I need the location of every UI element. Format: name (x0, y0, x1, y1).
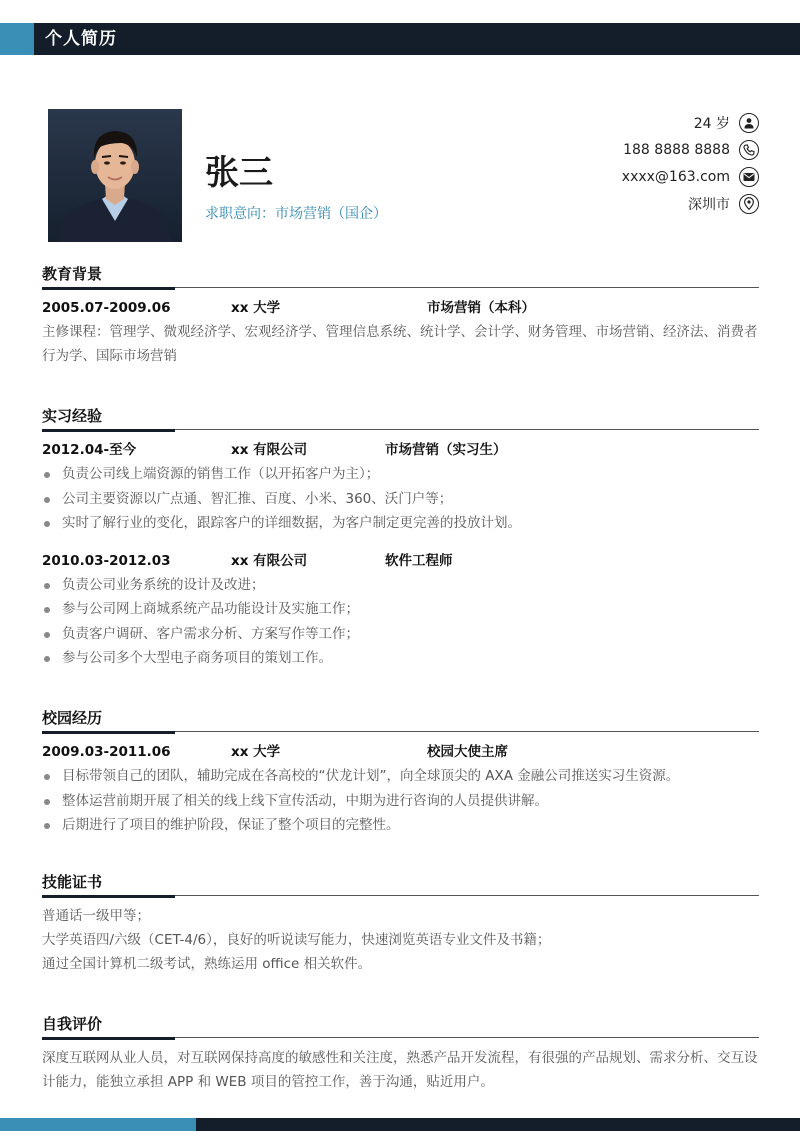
person-icon (739, 113, 759, 133)
list-item: 后期进行了项目的维护阶段，保证了整个项目的完整性。 (42, 813, 759, 838)
section-title: 技能证书 (42, 873, 103, 891)
campus-duties (42, 764, 759, 838)
job-duties (42, 573, 759, 671)
contact-list (499, 109, 759, 217)
location-icon (739, 194, 759, 214)
self-evaluation-text: 深度互联网从业人员，对互联网保持高度的敏感性和关注度，熟悉产品开发流程，有很强的产品规划、需求分析、交互设计能力，能独立承担 APP 和 WEB 项目的管控工作，善于沟通，贴近用户。 (42, 1050, 758, 1090)
job-role: 市场营销（实习生） (385, 442, 507, 458)
skill-line: 普通话一级甲等； (42, 908, 150, 924)
self-evaluation-section (42, 1013, 759, 1094)
campus-section (42, 707, 759, 838)
list-item: 参与公司多个大型电子商务项目的策划工作。 (42, 646, 759, 671)
education-section (42, 263, 759, 368)
section-divider (42, 429, 759, 431)
job-company: xx 有限公司 (231, 442, 308, 458)
phone-text: 188 8888 8888 (623, 141, 730, 158)
portrait-image (48, 109, 182, 242)
profile-photo (48, 109, 182, 242)
list-item: 整体运营前期开展了相关的线上线下宣传活动，中期为进行咨询的人员提供讲解。 (42, 789, 759, 814)
internship-section (42, 405, 759, 671)
education-school: xx 大学 (231, 300, 281, 316)
list-item: 实时了解行业的变化，跟踪客户的详细数据，为客户制定更完善的投放计划。 (42, 511, 759, 536)
contact-age (499, 109, 759, 136)
education-major: 市场营销（本科） (427, 300, 535, 316)
job-company: xx 有限公司 (231, 552, 308, 569)
section-divider (42, 287, 759, 289)
education-courses: 主修课程：管理学、微观经济学、宏观经济学、管理信息系统、统计学、会计学、财务管理、市场营销、经济法、消费者行为学、国际市场营销 (42, 324, 758, 364)
campus-row (42, 740, 759, 764)
education-date: 2005.07-2009.06 (42, 300, 171, 316)
location-text: 深圳市 (688, 196, 730, 213)
contact-location (499, 190, 759, 217)
section-divider (42, 895, 759, 897)
campus-role: 校园大使主席 (427, 744, 508, 760)
job-duties (42, 462, 759, 536)
job-date: 2012.04-至今 (42, 442, 137, 458)
contact-phone (499, 136, 759, 163)
resume-title: 个人简历 (45, 29, 117, 49)
list-item: 目标带领自己的团队，辅助完成在各高校的“伏龙计划”，向全球顶尖的 AXA 金融公司推送实习生资源。 (42, 764, 759, 789)
list-item: 负责客户调研、客户需求分析、方案写作等工作； (42, 622, 759, 647)
job-row (42, 438, 759, 462)
campus-date: 2009.03-2011.06 (42, 744, 171, 760)
age-text: 24 岁 (693, 115, 730, 132)
job-intent: 求职意向：市场营销（国企） (205, 206, 387, 222)
candidate-name: 张三 (205, 153, 273, 193)
skill-line: 大学英语四/六级（CET-4/6），良好的听说读写能力，快速浏览英语专业文件及书籍； (42, 932, 551, 948)
section-title: 校园经历 (42, 709, 103, 727)
skill-line: 通过全国计算机二级考试，熟练运用 office 相关软件。 (42, 956, 372, 972)
campus-school: xx 大学 (231, 744, 281, 760)
list-item: 公司主要资源以广点通、智汇推、百度、小米、360、沃门户等； (42, 487, 759, 512)
job-date: 2010.03-2012.03 (42, 552, 171, 569)
section-title: 自我评价 (42, 1015, 103, 1033)
phone-icon (739, 140, 759, 160)
list-item: 负责公司线上端资源的销售工作（以开拓客户为主）； (42, 462, 759, 487)
section-divider (42, 731, 759, 733)
job-row (42, 549, 759, 573)
section-title: 实习经验 (42, 407, 103, 425)
top-banner-accent (0, 23, 34, 55)
education-row (42, 296, 759, 320)
section-divider (42, 1037, 759, 1039)
section-title: 教育背景 (42, 265, 103, 283)
list-item: 负责公司业务系统的设计及改进； (42, 573, 759, 598)
list-item: 参与公司网上商城系统产品功能设计及实施工作； (42, 597, 759, 622)
mail-icon (739, 167, 759, 187)
skills-section (42, 871, 759, 976)
contact-email (499, 163, 759, 190)
job-role: 软件工程师 (385, 552, 453, 569)
bottom-banner-accent (0, 1118, 196, 1131)
bottom-banner (0, 1118, 800, 1131)
top-banner (0, 23, 800, 55)
email-text: xxxx@163.com (621, 168, 730, 185)
